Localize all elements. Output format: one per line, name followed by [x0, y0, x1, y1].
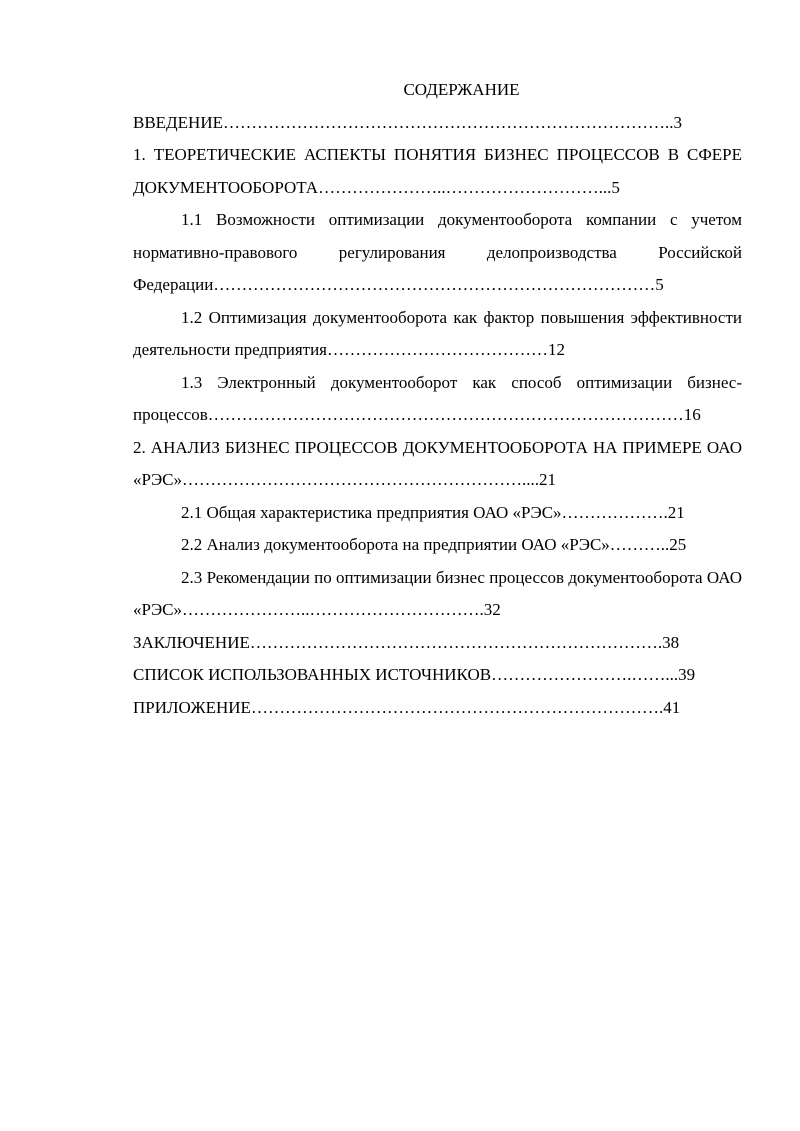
toc-entry-introduction: ВВЕДЕНИЕ……………………………………………………………………..3 [133, 112, 682, 132]
toc-entry-section-2-2: 2.2 Анализ документооборота на предприятии ОАО «РЭС»………..25 [181, 535, 687, 554]
toc-entry-references: СПИСОК ИСПОЛЬЗОВАННЫХ ИСТОЧНИКОВ…………………….……...39 [133, 665, 696, 684]
toc-entry-appendix: ПРИЛОЖЕНИЕ……………………………………………………………….41 [133, 697, 681, 717]
toc-entry-section-2-1: 2.1 Общая характеристика предприятия ОАО «РЭС»……………….21 [181, 502, 685, 522]
toc-entry-conclusion: ЗАКЛЮЧЕНИЕ……………………………………………………………….38 [133, 632, 680, 652]
toc-entry-chapter-2: 2. АНАЛИЗ БИЗНЕС ПРОЦЕССОВ ДОКУМЕНТООБОРОТА НА ПРИМЕРЕ ОАО «РЭС»……………………………………………………....21 [133, 437, 742, 489]
toc-entry-section-2-3: 2.3 Рекомендации по оптимизации бизнес процессов документооборота ОАО «РЭС»…………………..………………………….32 [133, 567, 742, 619]
toc-entry-chapter-1: 1. ТЕОРЕТИЧЕСКИЕ АСПЕКТЫ ПОНЯТИЯ БИЗНЕС ПРОЦЕССОВ В СФЕРЕ ДОКУМЕНТООБОРОТА…………………..………………………...5 [133, 145, 742, 197]
toc-heading: СОДЕРЖАНИЕ [403, 80, 520, 99]
table-of-contents [133, 74, 742, 724]
toc-entry-section-1-1: 1.1 Возможности оптимизации документооборота компании с учетом нормативно-правового регулирования делопроизводства Российской Федерации……………………………………………………………………5 [133, 210, 742, 294]
toc-entry-section-1-3: 1.3 Электронный документооборот как способ оптимизации бизнес-процессов…………………………………………………………………………16 [133, 372, 742, 424]
toc-entry-section-1-2: 1.2 Оптимизация документооборота как фактор повышения эффективности деятельности предприятия…………………………………12 [133, 307, 742, 359]
